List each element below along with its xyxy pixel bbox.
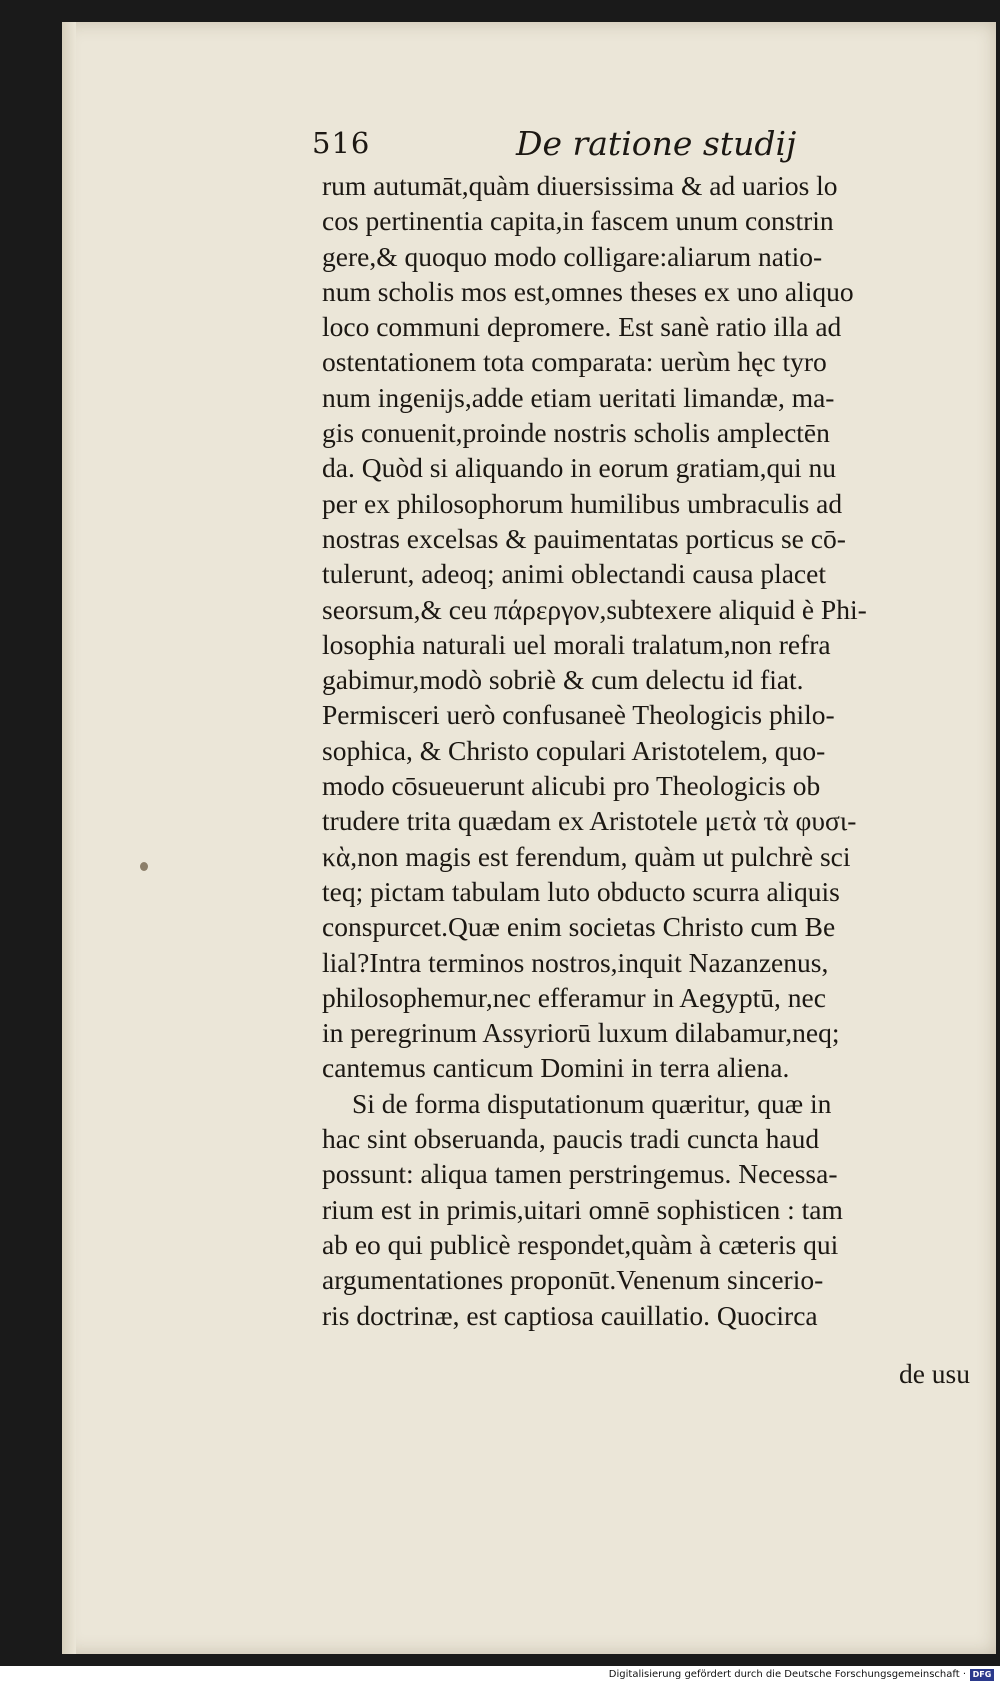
text-line: argumentationes proponūt.Venenum sincerio-	[322, 1264, 824, 1296]
body-text	[322, 168, 972, 1333]
text-line: trudere trita quædam ex Aristotele μετὰ τὰ φυσι-	[322, 805, 857, 837]
text-line: hac sint obseruanda, paucis tradi cuncta haud	[322, 1123, 820, 1155]
catchword: de usu	[898, 1358, 970, 1389]
text-line: in peregrinum Assyriorū luxum dilabamur,neq;	[322, 1017, 840, 1049]
text-line: lial?Intra terminos nostros,inquit Nazanzenus,	[322, 946, 829, 978]
text-line: num scholis mos est,omnes theses ex uno aliquo	[322, 275, 854, 307]
text-line: rum autumāt,quàm diuersissima & ad uarios lo	[322, 170, 838, 201]
text-line: gabimur,modò sobriè & cum delectu id fiat.	[322, 664, 804, 696]
text-line: κὰ,non magis est ferendum, quàm ut pulchrè sci	[322, 840, 851, 872]
text-line: modo cōsueuerunt alicubi pro Theologicis ob	[322, 770, 821, 802]
digitization-footer	[0, 1666, 1000, 1684]
text-line: conspurcet.Quæ enim societas Christo cum Be	[322, 911, 836, 943]
text-line: Si de forma disputationum quæritur, quæ in	[352, 1087, 832, 1119]
text-line: rium est in primis,uitari omnē sophisticen : tam	[322, 1193, 843, 1225]
text-line: gis conuenit,proinde nostris scholis amplectēn	[322, 417, 830, 449]
text-line: ostentationem tota comparata: uerùm hęc tyro	[322, 346, 827, 378]
running-head	[312, 126, 912, 172]
text-line: da. Quòd si aliquando in eorum gratiam,qui nu	[322, 452, 837, 484]
paper-speck	[140, 862, 148, 871]
text-line: gere,& quoquo modo colligare:aliarum natio-	[322, 240, 823, 272]
footer-credit: Digitalisierung gefördert durch die Deutsche Forschungsgemeinschaft ·	[608, 1669, 966, 1680]
text-line: cos pertinentia capita,in fascem unum constrin	[322, 205, 834, 237]
page-gutter-shadow	[62, 22, 76, 1654]
dfg-logo-icon: DFG	[970, 1669, 994, 1681]
text-line: seorsum,& ceu πάρεργον,subtexere aliquid è Phi-	[322, 593, 867, 625]
text-line: cantemus canticum Domini in terra aliena.	[322, 1052, 790, 1084]
text-line: philosophemur,nec efferamur in Aegyptū, nec	[322, 981, 826, 1013]
text-line: losophia naturali uel morali tralatum,non refra	[322, 628, 831, 660]
text-line: teq; pictam tabulam luto obducto scurra aliquis	[322, 875, 840, 907]
text-line: possunt: aliqua tamen perstringemus. Necessa-	[322, 1158, 838, 1190]
text-line: num ingenijs,adde etiam ueritati limandæ, ma-	[322, 381, 835, 413]
text-line: tulerunt, adeoq; animi oblectandi causa placet	[322, 558, 826, 590]
text-line: nostras excelsas & pauimentatas porticus se cō-	[322, 522, 846, 554]
text-line: loco communi depromere. Est sanè ratio illa ad	[322, 311, 842, 343]
running-title: De ratione studij	[516, 124, 797, 163]
page-number: 516	[312, 126, 371, 160]
text-line: ab eo qui publicè respondet,quàm à cæteris qui	[322, 1228, 839, 1260]
text-line: Permisceri uerò confusaneè Theologicis philo-	[322, 699, 835, 731]
text-line: per ex philosophorum humilibus umbraculis ad	[322, 487, 843, 519]
text-line: sophica, & Christo copulari Aristotelem, quo-	[322, 734, 826, 766]
text-line: ris doctrinæ, est captiosa cauillatio. Quocirca	[322, 1299, 818, 1331]
